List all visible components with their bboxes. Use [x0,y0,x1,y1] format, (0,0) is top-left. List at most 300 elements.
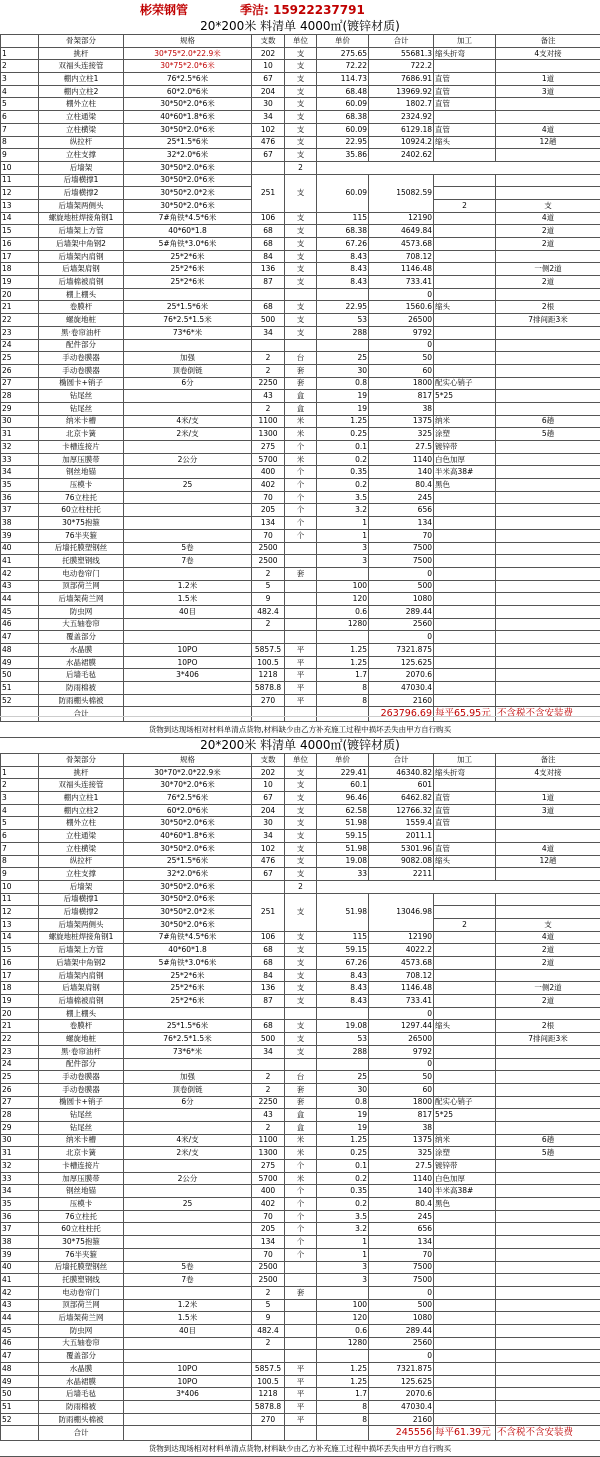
processing-cell [434,1350,496,1363]
item-name-cell: 防虫网 [39,605,124,618]
processing-cell [434,326,496,339]
unit-cell: 支 [285,123,317,136]
spec-cell: 5卷 [124,542,252,555]
spec-cell [124,402,252,415]
row-number-cell: 28 [1,390,39,403]
unit-price-cell: 1.25 [317,1363,369,1376]
table-row [1,804,600,817]
remark-cell [496,1198,600,1211]
table-row [1,174,600,187]
item-name-cell: 压模卡 [39,479,124,492]
remark-cell [496,390,600,403]
quantity-cell: 270 [252,1413,285,1426]
item-name-cell: 纳米卡槽 [39,415,124,428]
item-name-cell: 钢丝地锚 [39,466,124,479]
unit-price-cell [317,631,369,644]
remark-cell [496,250,600,263]
table-row [1,1248,600,1261]
remark-cell [496,618,600,631]
unit-price-cell: 0.35 [317,466,369,479]
unit-price-cell: 0.25 [317,1147,369,1160]
unit-price-cell [317,288,369,301]
materials-table [0,753,600,1441]
table-row [1,314,600,327]
unit-price-cell [317,1286,369,1299]
subtotal-cell: 0 [369,1007,434,1020]
item-name-cell: 卷膜杆 [39,301,124,314]
processing-cell [434,504,496,517]
processing-cell [434,593,496,606]
row-number-cell: 52 [1,1413,39,1426]
table-row [1,517,600,530]
unit-price-cell: 60.1 [317,779,369,792]
item-name-cell: 后墙托膜塑钢丝 [39,542,124,555]
processing-cell [434,225,496,238]
column-header: 支数 [252,754,285,767]
table-row [1,868,600,881]
quantity-cell: 9 [252,593,285,606]
row-number-cell: 26 [1,364,39,377]
unit-cell: 台 [285,1071,317,1084]
unit-price-cell: 1.25 [317,1375,369,1388]
row-number-cell: 3 [1,73,39,86]
unit-price-cell: 3.2 [317,504,369,517]
item-name-cell: 电动卷帘门 [39,1286,124,1299]
quantity-cell: 70 [252,1248,285,1261]
processing-cell: 纳米 [434,415,496,428]
spec-cell: 5卷 [124,1261,252,1274]
item-name-cell: 卷膜杆 [39,1020,124,1033]
spec-cell: 30*75*2.0*6米 [124,60,252,73]
unit-price-cell: 3.5 [317,491,369,504]
unit-price-cell: 67.26 [317,238,369,251]
subtotal-cell: 1140 [369,453,434,466]
quantity-cell: 102 [252,123,285,136]
unit-price-cell: 1.25 [317,1134,369,1147]
spec-cell: 30*50*2.0*6米 [124,817,252,830]
item-name-cell: 后墙架中角钢2 [39,238,124,251]
subtotal-cell: 2211 [369,868,434,881]
row-number-cell: 48 [1,1363,39,1376]
unit-price-cell: 19 [317,1109,369,1122]
item-name-cell: 棚内立柱2 [39,85,124,98]
unit-cell: 平 [285,694,317,707]
quantity-cell: 5700 [252,1172,285,1185]
row-number-cell: 16 [1,957,39,970]
table-row [1,931,600,944]
unit-cell: 支 [285,842,317,855]
spec-cell: 40*60*1.8 [124,225,252,238]
table-row [1,352,600,365]
remark-cell [496,1185,600,1198]
row-number-cell: 38 [1,1236,39,1249]
unit-cell: 平 [285,1388,317,1401]
spec-cell [124,390,252,403]
row-number-cell: 22 [1,1033,39,1046]
item-name-cell: 配件部分 [39,339,124,352]
column-header: 支数 [252,35,285,48]
processing-cell [434,580,496,593]
spec-cell: 76*2.5*6米 [124,792,252,805]
spec-cell: 30*50*2.0*6米 [124,199,252,212]
item-name-cell: 棚内立柱1 [39,73,124,86]
processing-cell [434,1058,496,1071]
unit-cell: 个 [285,466,317,479]
spec-cell: 3*406 [124,1388,252,1401]
row-number-cell: 17 [1,969,39,982]
table-row [1,225,600,238]
subtotal-cell: 245 [369,491,434,504]
unit-cell: 个 [285,1185,317,1198]
unit-cell [285,555,317,568]
item-name-cell: 76半夹箍 [39,529,124,542]
subtotal-cell: 10924.2 [369,136,434,149]
processing-cell [434,263,496,276]
spec-cell: 25*2*6米 [124,982,252,995]
table-row [1,1147,600,1160]
spec-cell [124,491,252,504]
spec-cell [124,618,252,631]
processing-cell [434,1286,496,1299]
item-name-cell: 后墙架 [39,880,124,893]
unit-cell: 支 [285,868,317,881]
table-row [1,123,600,136]
spec-cell [124,567,252,580]
table-row [1,580,600,593]
spec-cell: 25*2*6米 [124,995,252,1008]
unit-price-cell: 51.98 [317,893,369,931]
unit-cell: 套 [285,1096,317,1109]
quantity-cell: 204 [252,85,285,98]
subtotal-cell: 1800 [369,377,434,390]
column-header: 规格 [124,35,252,48]
remark-cell [496,1413,600,1426]
unit-cell: 平 [285,1413,317,1426]
quantity-cell: 400 [252,1185,285,1198]
remark-cell [496,453,600,466]
remark-cell [496,504,600,517]
empty-cell [317,1426,369,1441]
remark-cell [496,288,600,301]
unit-cell: 平 [285,669,317,682]
quantity-cell: 275 [252,441,285,454]
quantity-cell: 251 [252,174,285,212]
remark-cell [496,98,600,111]
quantity-cell: 106 [252,931,285,944]
column-header: 加工 [434,35,496,48]
unit-price-cell: 0.2 [317,479,369,492]
table-row [1,605,600,618]
processing-cell [434,314,496,327]
subtotal-cell: 80.4 [369,1198,434,1211]
total-label: 合计 [39,707,124,722]
unit-price-cell: 22.95 [317,136,369,149]
quantity-cell: 5878.8 [252,682,285,695]
row-number-cell: 47 [1,1350,39,1363]
item-name-cell: 水晶裙膜 [39,656,124,669]
unit-cell: 支 [285,301,317,314]
row-number-cell: 40 [1,542,39,555]
total-index-cell [1,707,39,722]
processing-cell [434,1413,496,1426]
row-number-cell: 30 [1,415,39,428]
remark-cell: 2 [285,161,317,174]
processing-cell: 涂塑 [434,428,496,441]
unit-cell: 套 [285,364,317,377]
item-name-cell: 后墙架两侧头 [39,918,124,931]
remark-cell [496,1210,600,1223]
spec-cell: 30*50*2.0*6米 [124,161,252,174]
unit-price-cell: 100 [317,580,369,593]
row-number-cell: 20 [1,1007,39,1020]
row-number-cell: 25 [1,1071,39,1084]
quantity-cell: 2 [252,1337,285,1350]
remark-cell: 2道 [496,944,600,957]
remark-cell [496,669,600,682]
row-number-cell: 9 [1,868,39,881]
unit-price-cell: 0.8 [317,377,369,390]
processing-cell [434,1388,496,1401]
tax-note: 不含税不含安装费 [496,1426,600,1441]
unit-price-cell: 1280 [317,1337,369,1350]
remark-cell [496,529,600,542]
column-header: 加工 [434,754,496,767]
spec-cell [124,529,252,542]
row-number-cell: 35 [1,479,39,492]
row-number-cell: 6 [1,830,39,843]
remark-cell: 12趟 [496,136,600,149]
unit-price-cell: 3 [317,555,369,568]
unit-price-cell: 8 [317,694,369,707]
processing-cell [434,339,496,352]
spec-cell [124,1286,252,1299]
total-row [1,1426,600,1441]
row-number-cell: 10 [1,880,39,893]
subtotal-cell: 708.12 [369,250,434,263]
table-row [1,656,600,669]
subtotal-cell: 125.625 [369,1375,434,1388]
quantity-cell: 2500 [252,1274,285,1287]
unit-cell: 支 [285,931,317,944]
quantity-cell: 2 [434,199,496,212]
quantity-cell: 205 [252,504,285,517]
unit-cell: 支 [285,212,317,225]
materials-table [0,34,600,722]
item-name-cell: 覆盖部分 [39,631,124,644]
table-row [1,136,600,149]
row-number-cell: 44 [1,593,39,606]
unit-price-cell: 100 [317,1299,369,1312]
unit-price-cell: 0.8 [317,1096,369,1109]
unit-price-cell: 0.35 [317,1185,369,1198]
table-row [1,880,600,893]
remark-cell: 7排间距3米 [496,314,600,327]
col-index-header [1,35,39,48]
table-row [1,1007,600,1020]
subtotal-cell: 6462.82 [369,792,434,805]
item-name-cell: 托膜塑钢线 [39,1274,124,1287]
quantity-cell: 2 [252,1286,285,1299]
subtotal-cell: 134 [369,517,434,530]
empty-cell [317,707,369,722]
row-number-cell: 10 [1,161,39,174]
remark-cell [496,402,600,415]
unit-price-cell: 51.98 [317,842,369,855]
remark-cell [496,1350,600,1363]
remark-cell [496,1236,600,1249]
quantity-cell: 136 [252,982,285,995]
item-name-cell: 棚上棚头 [39,288,124,301]
spec-cell [124,1210,252,1223]
item-name-cell: 后墙架肩钢 [39,263,124,276]
processing-cell [434,931,496,944]
quantity-cell [252,1058,285,1071]
row-number-cell: 47 [1,631,39,644]
subtotal-cell: 125.625 [369,656,434,669]
quantity-cell: 402 [252,479,285,492]
subtotal-cell: 4649.84 [369,225,434,238]
item-name-cell: 后墙架两侧头 [39,199,124,212]
remark-cell [496,656,600,669]
item-name-cell: 手动卷膜器 [39,352,124,365]
header-row [1,35,600,48]
table-row [1,893,600,906]
unit-price-cell: 68.38 [317,111,369,124]
item-name-cell: 顶部荷兰网 [39,1299,124,1312]
quantity-cell: 68 [252,238,285,251]
unit-cell [285,1337,317,1350]
spec-cell: 25*2*6米 [124,263,252,276]
quantity-cell: 2250 [252,1096,285,1109]
unit-cell: 支 [285,174,317,212]
processing-cell [434,868,496,881]
quantity-cell: 68 [252,301,285,314]
table-row [1,1045,600,1058]
unit-cell: 支 [285,85,317,98]
processing-cell: 直管 [434,73,496,86]
unit-price-cell: 35.86 [317,149,369,162]
processing-cell [434,1337,496,1350]
unit-cell: 支 [285,225,317,238]
subtotal-cell: 9082.08 [369,855,434,868]
processing-cell [434,1274,496,1287]
table-row [1,1299,600,1312]
subtotal-cell: 4573.68 [369,957,434,970]
subtotal-cell: 289.44 [369,1324,434,1337]
row-number-cell: 27 [1,1096,39,1109]
subtotal-cell: 5301.96 [369,842,434,855]
unit-cell [285,339,317,352]
remark-cell [496,1045,600,1058]
processing-cell: 涂塑 [434,1147,496,1160]
unit-cell: 个 [285,441,317,454]
row-number-cell: 21 [1,301,39,314]
table-row [1,618,600,631]
remark-cell [496,868,600,881]
remark-cell: 6趟 [496,1134,600,1147]
remark-cell: 2道 [496,238,600,251]
unit-cell: 支 [285,893,317,931]
item-name-cell: 后墙毛毡 [39,669,124,682]
unit-cell: 支 [285,263,317,276]
subtotal-cell: 7500 [369,555,434,568]
processing-cell [434,694,496,707]
remark-cell: 1道 [496,73,600,86]
empty-cell [252,707,285,722]
table-row [1,669,600,682]
sheet-title: 20*200米 料清单 4000㎡(镀锌材质) [0,737,600,753]
spec-cell: 60*2.0*6米 [124,804,252,817]
spec-cell [124,1401,252,1414]
spec-cell: 6分 [124,377,252,390]
unit-cell: 平 [285,1375,317,1388]
row-number-cell: 14 [1,212,39,225]
unit-cell [285,1350,317,1363]
unit-cell: 米 [285,415,317,428]
subtotal-cell: 80.4 [369,479,434,492]
row-number-cell: 4 [1,804,39,817]
unit-price-cell: 53 [317,1033,369,1046]
unit-price-cell: 3 [317,1261,369,1274]
table-row [1,276,600,289]
empty-cell [124,1426,252,1441]
processing-cell [434,60,496,73]
processing-cell [434,830,496,843]
row-number-cell: 28 [1,1109,39,1122]
remark-cell [496,1388,600,1401]
unit-cell: 支 [285,792,317,805]
unit-cell: 支 [285,982,317,995]
unit-price-cell: 115 [317,931,369,944]
unit-price-cell: 0.6 [317,1324,369,1337]
item-name-cell: 立柱通梁 [39,830,124,843]
subtotal-cell: 500 [369,580,434,593]
item-name-cell: 钻尾丝 [39,1121,124,1134]
table-row [1,73,600,86]
item-name-cell: 后墙架肩钢 [39,982,124,995]
row-number-cell: 33 [1,453,39,466]
total-index-cell [1,1426,39,1441]
spec-cell: 10PO [124,1363,252,1376]
spec-cell: 2米/支 [124,428,252,441]
spec-cell [124,1236,252,1249]
row-number-cell: 29 [1,1121,39,1134]
processing-cell: 白色加厚 [434,453,496,466]
unit-cell: 个 [285,504,317,517]
table-row [1,364,600,377]
processing-cell [434,1401,496,1414]
unit-price-cell: 0.6 [317,605,369,618]
subtotal-cell: 2160 [369,1413,434,1426]
subtotal-cell: 6129.18 [369,123,434,136]
processing-cell: 缩头 [434,136,496,149]
spec-cell [124,1160,252,1173]
unit-price-cell [317,1058,369,1071]
unit-price-cell: 19.08 [317,855,369,868]
unit-cell: 盒 [285,402,317,415]
remark-cell [496,830,600,843]
remark-cell [496,542,600,555]
unit-price-cell: 8.43 [317,263,369,276]
spec-cell: 10PO [124,1375,252,1388]
unit-cell [285,580,317,593]
quantity-cell: 34 [252,830,285,843]
item-name-cell: 椭圆卡+销子 [39,377,124,390]
subtotal-cell: 325 [369,1147,434,1160]
remark-cell [496,1312,600,1325]
remark-cell: 1道 [496,792,600,805]
subtotal-cell: 1297.44 [369,1020,434,1033]
